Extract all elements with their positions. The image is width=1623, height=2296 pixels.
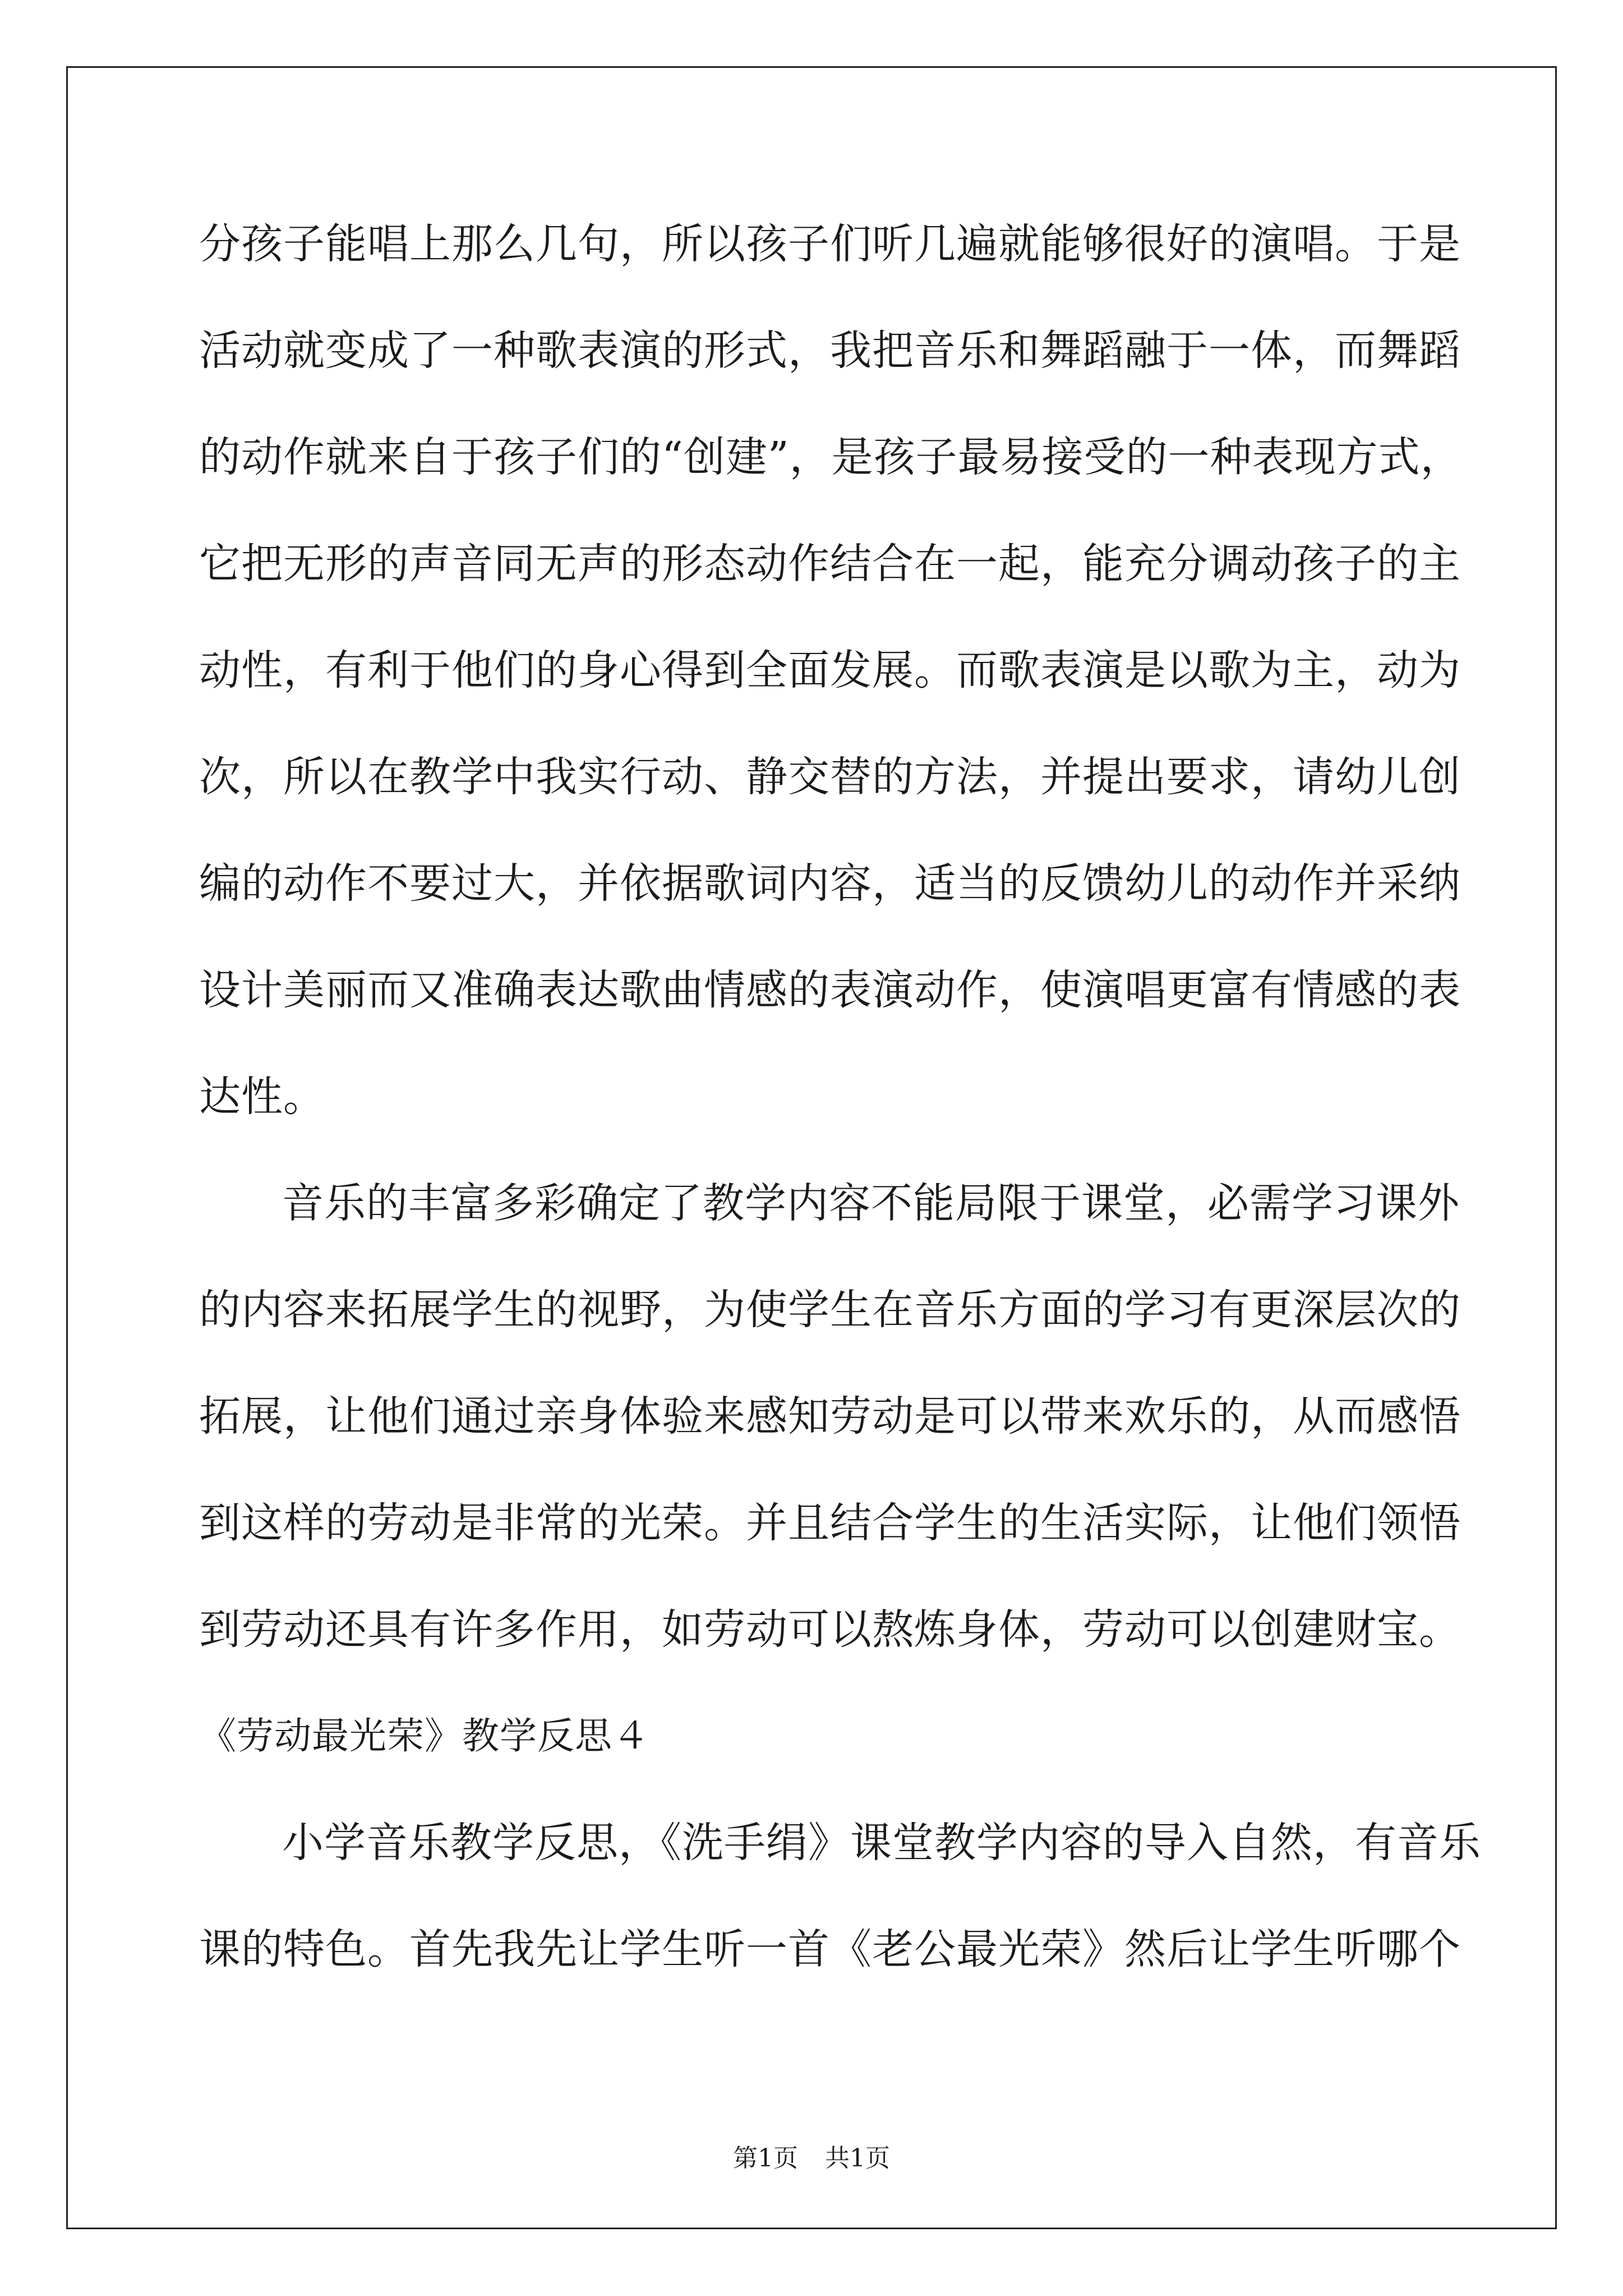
text-line: 的动作就来自于孩子们的“创建”，是孩子最易接受的一种表现方式， <box>199 433 1463 481</box>
text-line: 分孩子能唱上那么几句，所以孩子们听几遍就能够很好的演唱。于是 <box>199 220 1461 268</box>
page-footer <box>0 2146 1623 2171</box>
section-heading: 《劳动最光荣》教学反思４ <box>199 1714 650 1757</box>
text-line: 的内容来拓展学生的视野，为使学生在音乐方面的学习有更深层次的 <box>199 1286 1461 1334</box>
text-line: 设计美丽而又准确表达歌曲情感的表演动作，使演唱更富有情感的表 <box>199 966 1461 1014</box>
paragraph-first-line: 音乐的丰富多彩确定了教学内容不能局限于课堂，必需学习课外 <box>282 1179 1460 1227</box>
text-line: 次，所以在教学中我实行动、静交替的方法，并提出要求，请幼儿创 <box>199 753 1461 801</box>
page-number-total: 共1页 <box>825 2144 890 2173</box>
text-line: 它把无形的声音同无声的形态动作结合在一起，能充分调动孩子的主 <box>199 540 1461 588</box>
text-line: 到这样的劳动是非常的光荣。并且结合学生的生活实际，让他们领悟 <box>199 1499 1461 1547</box>
text-line: 拓展，让他们通过亲身体验来感知劳动是可以带来欢乐的，从而感悟 <box>199 1392 1461 1441</box>
text-line: 编的动作不要过大，并依据歌词内容，适当的反馈幼儿的动作并采纳 <box>199 859 1461 908</box>
text-line: 动性，有利于他们的身心得到全面发展。而歌表演是以歌为主，动为 <box>199 646 1461 694</box>
page-number-current: 第1页 <box>733 2144 798 2173</box>
paragraph-first-line: 小学音乐教学反思，《洗手绢》课堂教学内容的导入自然，有音乐 <box>282 1819 1481 1867</box>
text-line: 达性。 <box>199 1073 325 1121</box>
text-line: 活动就变成了一种歌表演的形式，我把音乐和舞蹈融于一体，而舞蹈 <box>199 326 1461 375</box>
page-border <box>66 66 1557 2229</box>
text-line: 到劳动还具有许多作用，如劳动可以熬炼身体，劳动可以创建财宝。 <box>199 1605 1461 1654</box>
text-line: 课的特色。首先我先让学生听一首《老公最光荣》然后让学生听哪个 <box>199 1925 1461 1973</box>
